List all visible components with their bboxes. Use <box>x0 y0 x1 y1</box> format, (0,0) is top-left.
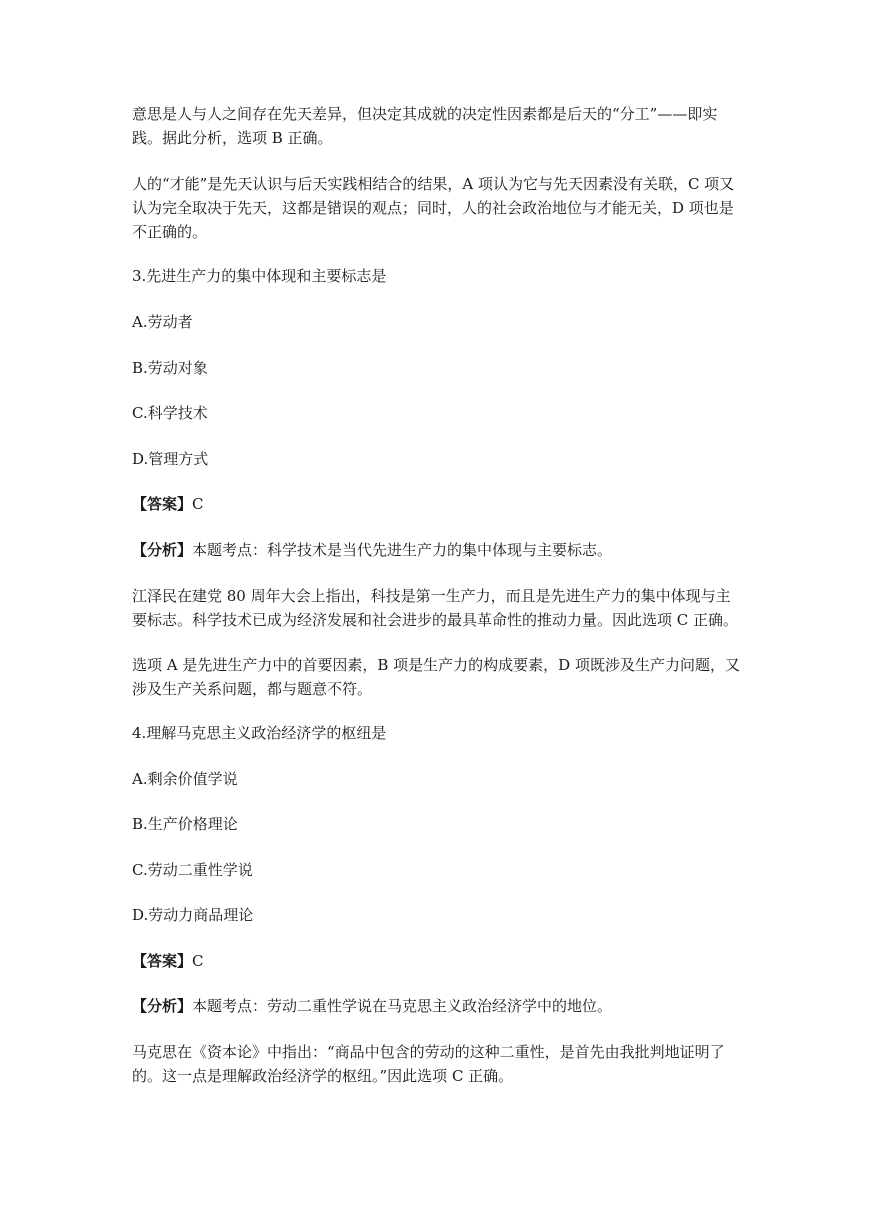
question-4-option-b: B.生产价格理论 <box>132 815 238 833</box>
analysis-text: 本题考点：科学技术是当代先进生产力的集中体现与主要标志。 <box>192 541 613 559</box>
answer-value: C <box>192 495 204 513</box>
question-3-option-c: C.科学技术 <box>132 404 208 422</box>
answer-value: C <box>192 952 204 970</box>
question-3-option-a: A.劳动者 <box>132 313 193 331</box>
answer-label: 【答案】 <box>132 495 193 513</box>
question-4-answer <box>132 949 744 973</box>
answer-label: 【答案】 <box>132 952 193 970</box>
paragraph-intro-conclusion: 意思是人与人之间存在先天差异，但决定其成就的决定性因素都是后天的“分工”——即实践。据此分析，选项 B 正确。 <box>132 105 718 147</box>
question-3-option-b: B.劳动对象 <box>132 359 208 377</box>
analysis-label: 【分析】 <box>132 997 193 1015</box>
question-4-option-d: D.劳动力商品理论 <box>132 906 254 924</box>
question-4-stem: 4.理解马克思主义政治经济学的枢纽是 <box>132 724 387 742</box>
question-3-explanation-1: 江泽民在建党 80 周年大会上指出，科技是第一生产力，而且是先进生产力的集中体现与主要标志。科学技术已成为经济发展和社会进步的最具革命性的推动力量。因此选项 C 正确。 <box>132 587 739 629</box>
question-4-explanation: 马克思在《资本论》中指出：“商品中包含的劳动的这种二重性，是首先由我批判地证明了的。这一点是理解政治经济学的枢纽。”因此选项 C 正确。 <box>132 1043 725 1085</box>
question-4-option-c: C.劳动二重性学说 <box>132 861 253 879</box>
paragraph-talent-explanation: 人的“才能”是先天认识与后天实践相结合的结果，A 项认为它与先天因素没有关联，C 项又认为完全取决于先天，这都是错误的观点；同时，人的社会政治地位与才能无关，D 项也是不正确的。 <box>132 175 735 241</box>
question-4-option-a: A.剩余价值学说 <box>132 770 238 788</box>
analysis-text: 本题考点：劳动二重性学说在马克思主义政治经济学中的地位。 <box>192 997 613 1015</box>
question-3-explanation-2: 选项 A 是先进生产力中的首要因素，B 项是生产力的构成要素，D 项既涉及生产力问题，又涉及生产关系问题，都与题意不符。 <box>132 656 740 698</box>
question-3-analysis <box>132 538 744 562</box>
analysis-label: 【分析】 <box>132 541 193 559</box>
question-3-option-d: D.管理方式 <box>132 450 209 468</box>
question-3-answer <box>132 492 744 516</box>
question-4-analysis <box>132 994 744 1018</box>
question-3-stem: 3.先进生产力的集中体现和主要标志是 <box>132 267 387 285</box>
